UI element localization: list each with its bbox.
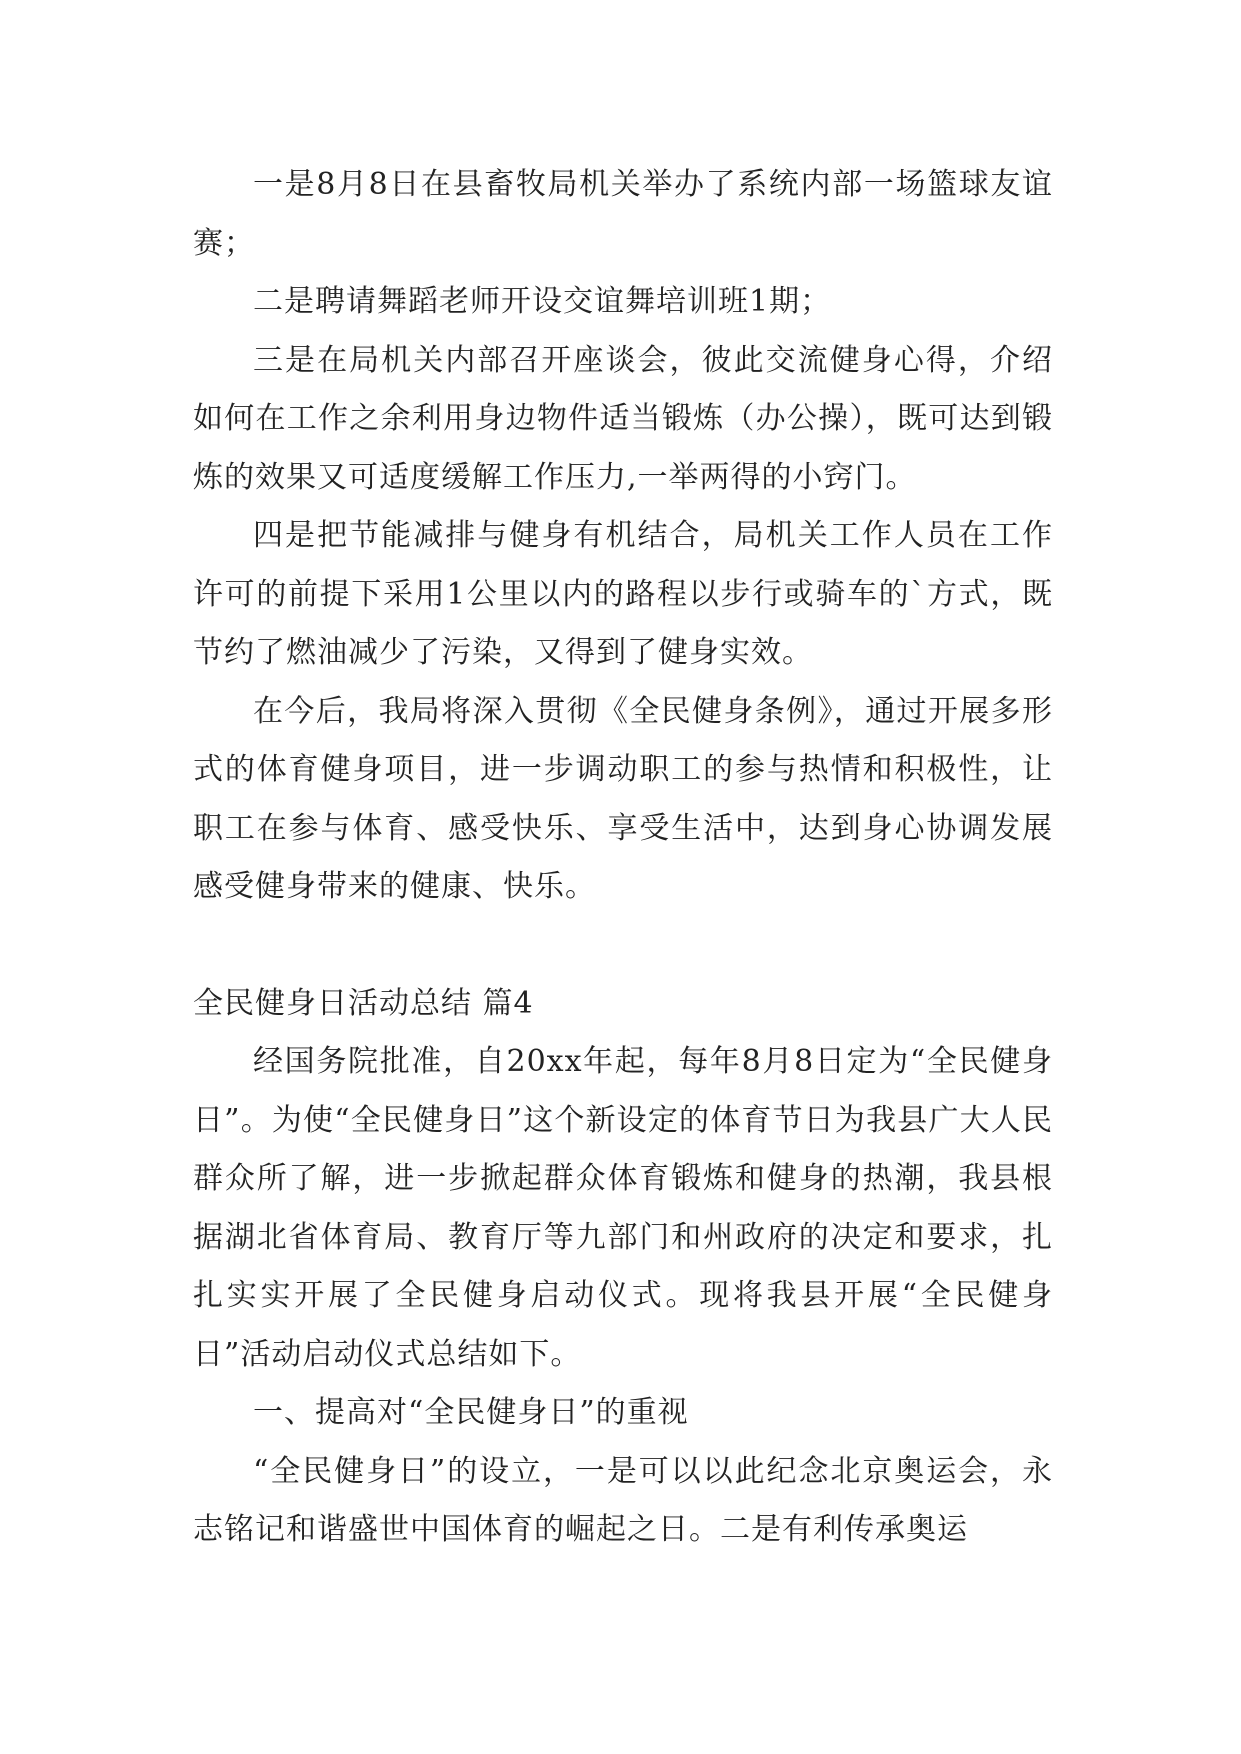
section-heading: 全民健身日活动总结 篇4 xyxy=(193,985,534,1021)
document-body xyxy=(193,156,1053,1560)
paragraph-energy-saving: 四是把节能减排与健身有机结合，局机关工作人员在工作许可的前提下采用1公里以内的路程以步行或骑车的`方式，既节约了燃油减少了污染，又得到了健身实效。 xyxy=(193,518,1053,670)
section-4 xyxy=(193,975,1053,1560)
section-top xyxy=(193,156,1053,917)
paragraph-dance-training: 二是聘请舞蹈老师开设交谊舞培训班1期； xyxy=(253,284,832,319)
paragraph-forum: 三是在局机关内部召开座谈会，彼此交流健身心得，介绍如何在工作之余利用身边物件适当锻炼（办公操），既可达到锻炼的效果又可适度缓解工作压力,一举两得的小窍门。 xyxy=(193,342,1053,495)
paragraph-basketball-game: 一是8月8日在县畜牧局机关举办了系统内部一场篮球友谊赛； xyxy=(193,167,1053,261)
paragraph-significance: “全民健身日”的设立，一是可以以此纪念北京奥运会，永志铭记和谐盛世中国体育的崛起之日。二是有利传承奥运 xyxy=(193,1453,1053,1547)
section-gap xyxy=(193,917,1053,975)
paragraph-introduction: 经国务院批准，自20xx年起，每年8月8日定为“全民健身日”。为使“全民健身日”这个新设定的体育节日为我县广大人民群众所了解，进一步掀起群众体育锻炼和健身的热潮，我县根据湖北省体育局、教育厅等九部门和州政府的决定和要求，扎扎实实开展了全民健身启动仪式。现将我县开展“全民健身日”活动启动仪式总结如下。 xyxy=(193,1044,1053,1372)
paragraph-future-plan: 在今后，我局将深入贯彻《全民健身条例》，通过开展多形式的体育健身项目，进一步调动职工的参与热情和积极性，让职工在参与体育、感受快乐、享受生活中，达到身心协调发展感受健身带来的健康、快乐。 xyxy=(193,693,1053,904)
paragraph-subheading-1: 一、提高对“全民健身日”的重视 xyxy=(253,1395,689,1430)
